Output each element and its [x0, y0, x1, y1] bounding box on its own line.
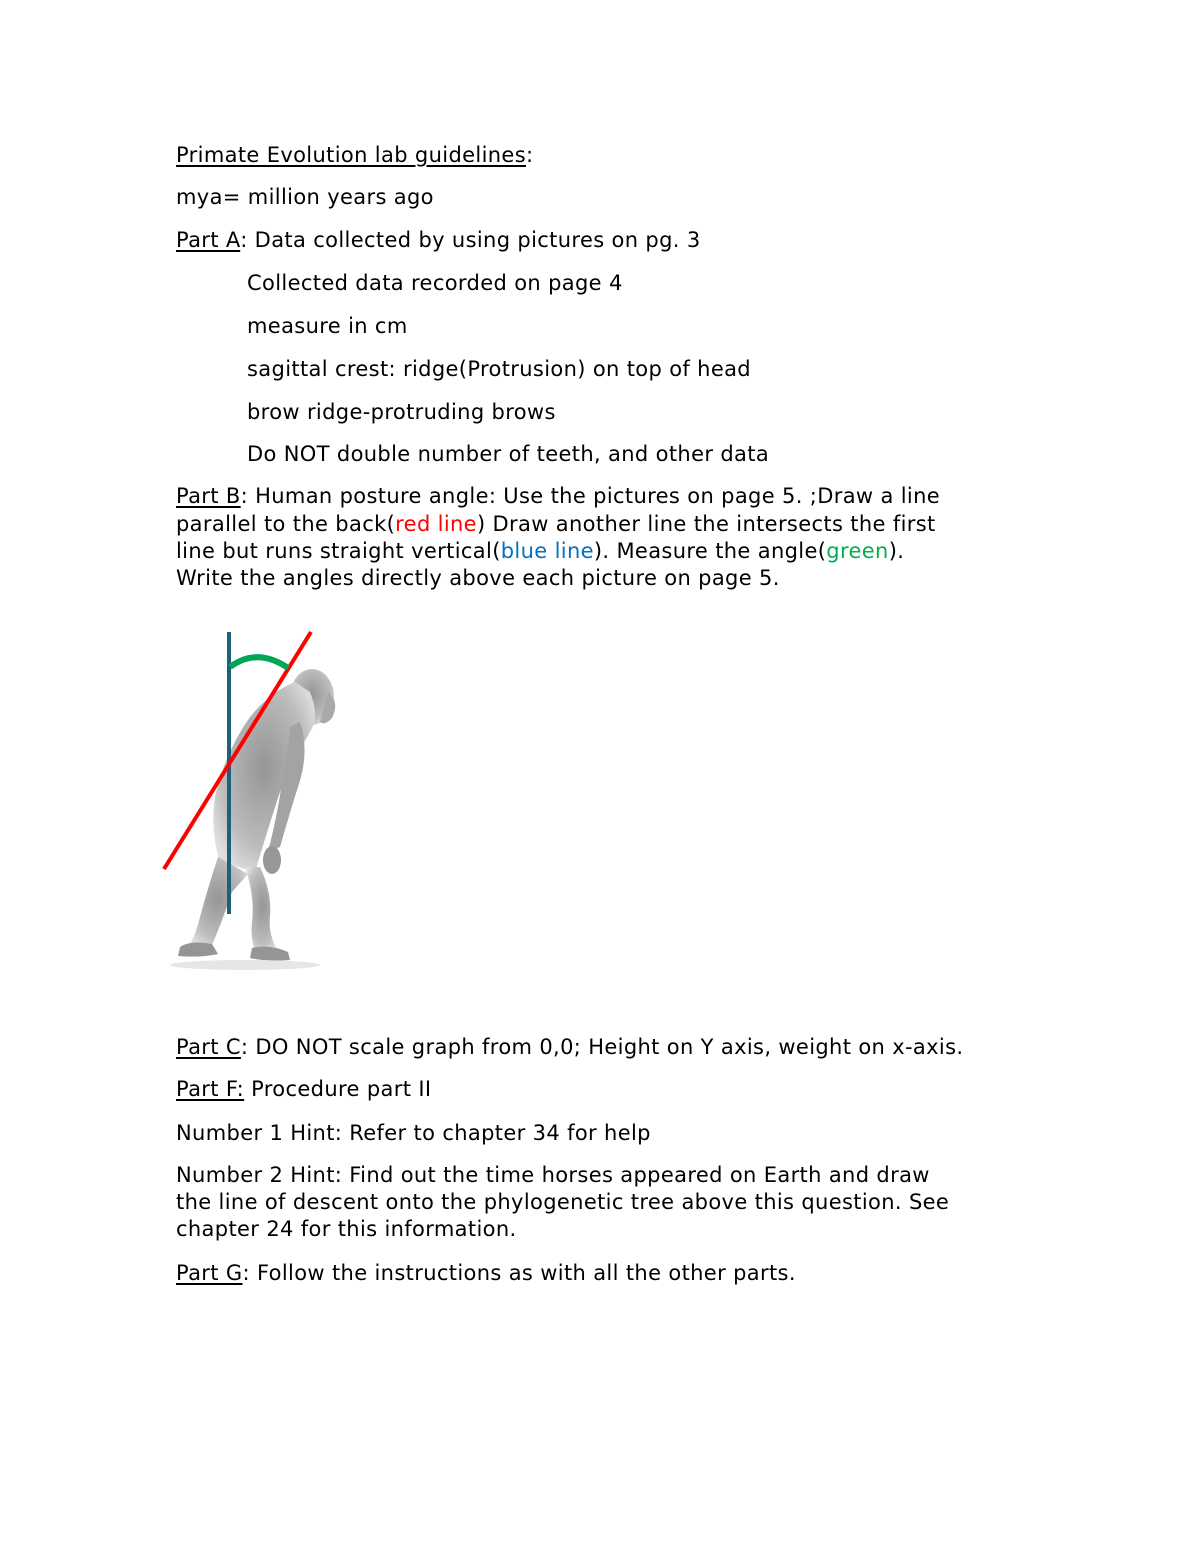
part-b-line-3: line but runs straight vertical(blue line). Measure the angle(green). [176, 539, 905, 563]
number-2-hint-line-2: the line of descent onto the phylogenetic tree above this question. See [176, 1190, 950, 1214]
part-a-item: Do NOT double number of teeth, and other data [247, 442, 770, 466]
part-a-item: Collected data recorded on page 4 [247, 271, 623, 295]
part-b-label: Part B [176, 484, 241, 508]
part-a-heading: Part A: Data collected by using pictures on pg. 3 [176, 228, 701, 252]
posture-angle-figure [160, 622, 350, 977]
part-a-item: brow ridge-protruding brows [247, 400, 556, 424]
part-a-label: Part A [176, 228, 241, 252]
red-line-label: red line [395, 512, 477, 536]
part-a-item: sagittal crest: ridge(Protrusion) on top of head [247, 357, 751, 381]
part-f-heading: Part F: Procedure part II [176, 1077, 432, 1101]
part-f-label: Part F: [176, 1077, 245, 1101]
part-b-line-2: parallel to the back(red line) Draw another line the intersects the first [176, 512, 936, 536]
page-title: Primate Evolution lab guidelines: [176, 143, 534, 167]
angle-arc [230, 657, 288, 668]
part-a-item: measure in cm [247, 314, 408, 338]
blue-line-label: blue line [500, 539, 594, 563]
green-label: green [826, 539, 889, 563]
part-c-label: Part C [176, 1035, 241, 1059]
mya-definition: mya= million years ago [176, 185, 434, 209]
part-c-heading: Part C: DO NOT scale graph from 0,0; Height on Y axis, weight on x-axis. [176, 1035, 964, 1059]
number-2-hint-line-3: chapter 24 for this information. [176, 1217, 517, 1241]
part-b-line-4: Write the angles directly above each picture on page 5. [176, 566, 780, 590]
part-g-heading: Part G: Follow the instructions as with all the other parts. [176, 1261, 796, 1285]
number-1-hint: Number 1 Hint: Refer to chapter 34 for help [176, 1121, 651, 1145]
part-g-label: Part G [176, 1261, 243, 1285]
number-2-hint-line-1: Number 2 Hint: Find out the time horses appeared on Earth and draw [176, 1163, 930, 1187]
hominid-illustration [160, 622, 350, 977]
part-b-line-1: Part B: Human posture angle: Use the pictures on page 5. ;Draw a line [176, 484, 941, 508]
